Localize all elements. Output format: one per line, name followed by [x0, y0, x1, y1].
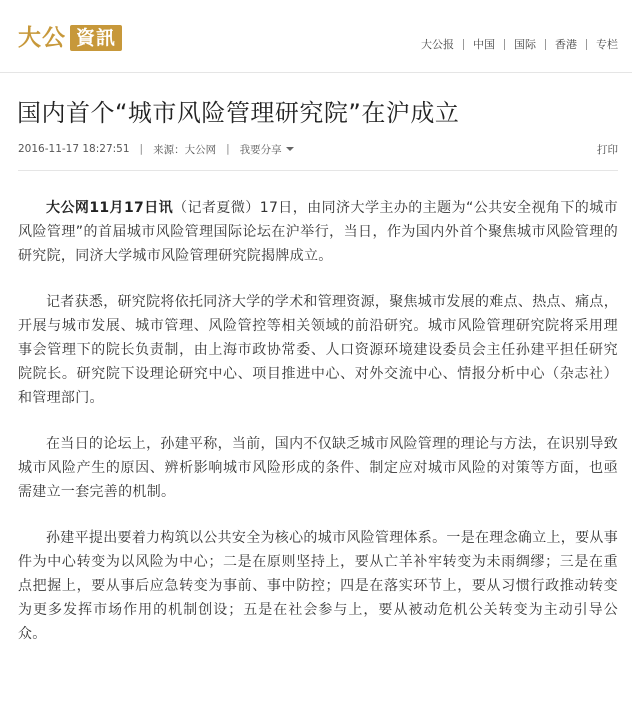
- logo-badge: 資訊: [70, 25, 122, 51]
- article-title: 国内首个“城市风险管理研究院”在沪成立: [17, 99, 460, 127]
- nav-link-hongkong[interactable]: 香港: [555, 38, 577, 51]
- site-logo[interactable]: [18, 24, 122, 52]
- meta-separator: |: [139, 143, 144, 155]
- site-header: [0, 0, 632, 73]
- article-paragraph: 记者获悉，研究院将依托同济大学的学术和管理资源，聚焦城市发展的难点、热点、痛点，开展与城市发展、城市管理、风险管控等相关领域的前沿研究。城市风险管理研究院将采用理事会管理下的院长负责制，由上海市政协常委、人口资源环境建设委员会主任孙建平担任研究院院长。研究院下设理论研究中心、项目推进中心、对外交流中心、情报分析中心（杂志社）和管理部门。: [18, 294, 618, 406]
- article-paragraph: 孙建平提出要着力构筑以公共安全为核心的城市风险管理体系。一是在理念确立上，要从事件为中心转变为以风险为中心；二是在原则坚持上，要从亡羊补牢转变为未雨绸缪；三是在重点把握上，要从事后应急转变为事前、事中防控；四是在落实环节上，要从习惯行政推动转变为更多发挥市场作用的机制创设；五是在社会参与上，要从被动危机公关转变为主动引导公众。: [18, 530, 618, 642]
- nav-link-international[interactable]: 国际: [514, 38, 536, 51]
- share-dropdown[interactable]: [240, 142, 294, 157]
- meta-separator: |: [226, 143, 230, 155]
- paragraph-text: （记者夏微）17日，由同济大学主办的主题为“公共安全视角下的城市风险管理”的首届城市风险管理国际论坛在沪举行，当日，作为国内外首个聚焦城市风险管理的研究院，同济大学城市风险管理研究院揭牌成立。: [18, 200, 618, 264]
- article-source: 来源：大公网: [153, 143, 217, 156]
- article-paragraph: [18, 196, 618, 268]
- top-nav: [412, 36, 618, 52]
- lead-dateline: 大公网11月17日讯: [46, 200, 174, 216]
- share-label: 我要分享: [239, 143, 282, 156]
- article-meta: [18, 141, 618, 157]
- logo-wordmark: 大公: [18, 24, 66, 51]
- nav-link-columns[interactable]: 专栏: [596, 38, 618, 51]
- publish-datetime: 2016-11-17 18:27:51: [18, 143, 130, 155]
- nav-link-takungpao[interactable]: 大公报: [421, 38, 454, 51]
- nav-link-china[interactable]: 中国: [473, 38, 495, 51]
- meta-divider: [18, 170, 618, 171]
- caret-down-icon: [286, 147, 294, 151]
- print-link[interactable]: 打印: [597, 143, 618, 156]
- article-body: [18, 196, 618, 668]
- article-paragraph: 在当日的论坛上，孙建平称，当前，国内不仅缺乏城市风险管理的理论与方法，在识别导致城市风险产生的原因、辨析影响城市风险形成的条件、制定应对城市风险的对策等方面，也亟需建立一套完善的机制。: [18, 436, 618, 500]
